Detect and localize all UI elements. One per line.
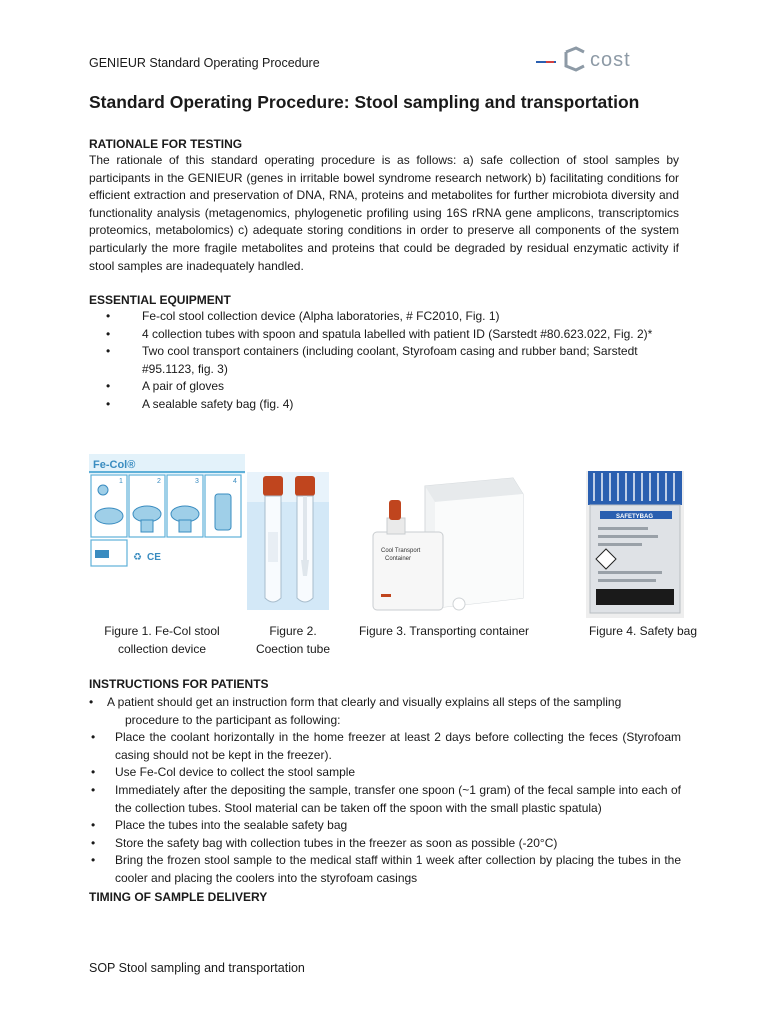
ring-icon: [95, 550, 109, 558]
red-cap: [389, 500, 401, 520]
step-number: 3: [195, 478, 199, 485]
hand-icon: [98, 485, 108, 495]
svg-text:cost: cost: [590, 49, 631, 71]
equipment-heading: ESSENTIAL EQUIPMENT: [89, 293, 231, 307]
transport-container-figure: [355, 470, 535, 615]
rationale-text: The rationale of this standard operating procedure is as follows: a) safe collection of stool samples by participants in the GENIEUR (genes in irritable bowel syndrome research network) b) facilitating conditions for efficient extraction and preservation of DNA, RNA, proteins and metabolites for further microbiota diversity and functionality analysis (metagenomics, phylogenetic profiling using 16S rRNA gene amplicons, transcriptomics proteomics, metabolomics) c) adequate storing conditions in order to preserve all components of the system particularly the more fragile metabolites and proteins that could be degraded by residual enzymatic activity if stool samples are inadequately handled.: [89, 153, 679, 273]
safety-bag-figure: [586, 471, 684, 618]
list-item: • Immediately after the depositing the sample, transfer one spoon (~1 gram) of the fecal sample into each of the collection tubes. Stool material can be taken off the spoon with the small plastic spatula): [91, 782, 681, 815]
instructions-list: [89, 694, 681, 888]
tube-icon: [215, 494, 231, 530]
step-number: 2: [157, 478, 161, 485]
list-item: • A pair of gloves: [106, 379, 225, 394]
collection-tube: [263, 476, 283, 602]
collection-tube-figure: [247, 472, 329, 610]
safety-bag-label: SAFETYBAG: [616, 514, 654, 520]
fecol-device-figure: [89, 454, 245, 568]
collection-tube: [295, 476, 315, 602]
cost-logo: [536, 46, 652, 72]
list-item: • Bring the frozen stool sample to the medical staff within 1 week after collection by placing the tubes in the cooler and placing the coolers into the styrofoam casings: [91, 853, 681, 885]
figure-2-caption: Figure 2. Coection tube: [255, 624, 331, 656]
step-number: 4: [233, 478, 237, 485]
figure-3-caption: Figure 3. Transporting container: [358, 624, 530, 638]
footer-text: SOP Stool sampling and transportation: [89, 961, 305, 975]
list-item: • A patient should get an instruction form that clearly and visually explains all steps of the sampling procedure to the participant as following:: [89, 695, 622, 727]
ce-mark-icon: CE: [147, 552, 161, 563]
timing-heading: TIMING OF SAMPLE DELIVERY: [89, 890, 268, 904]
list-item: • Place the tubes into the sealable safety bag: [91, 818, 348, 833]
list-item: • Store the safety bag with collection tubes in the freezer as soon as possible (-20°C): [91, 835, 558, 850]
document-title: Standard Operating Procedure: Stool sampling and transportation: [89, 92, 640, 112]
header-text: GENIEUR Standard Operating Procedure: [89, 56, 320, 70]
svg-text:Cool Transport: Cool Transport: [381, 548, 421, 554]
step-number: 1: [119, 478, 123, 485]
svg-text:Container: Container: [385, 556, 412, 562]
figure-4-caption: Figure 4. Safety bag: [588, 624, 698, 638]
rationale-heading: RATIONALE FOR TESTING: [89, 137, 243, 151]
list-item: • Fe-col stool collection device (Alpha laboratories, # FC2010, Fig. 1): [106, 309, 500, 323]
list-item: • Use Fe-Col device to collect the stool sample: [91, 765, 356, 780]
list-item: • Place the coolant horizontally in the home freezer at least 2 days before collecting the feces (Styrofoam casing should not be kept in the freezer).: [91, 730, 681, 762]
figure-1-caption: Figure 1. Fe-Col stool collection device: [104, 624, 220, 656]
list-item: • Two cool transport containers (including coolant, Styrofoam casing and rubber band; Sarstedt #95.1123, fig. 3): [106, 344, 638, 376]
list-item: • 4 collection tubes with spoon and spatula labelled with patient ID (Sarstedt #80.623.022, Fig. 2)*: [106, 326, 653, 341]
recycle-icon: ♻: [133, 552, 142, 563]
equipment-list: [89, 308, 689, 414]
toilet-icon: [95, 508, 123, 524]
list-item: • A sealable safety bag (fig. 4): [106, 396, 294, 411]
fecol-brand: Fe-Col®: [93, 459, 136, 471]
instructions-heading: INSTRUCTIONS FOR PATIENTS: [89, 677, 269, 691]
